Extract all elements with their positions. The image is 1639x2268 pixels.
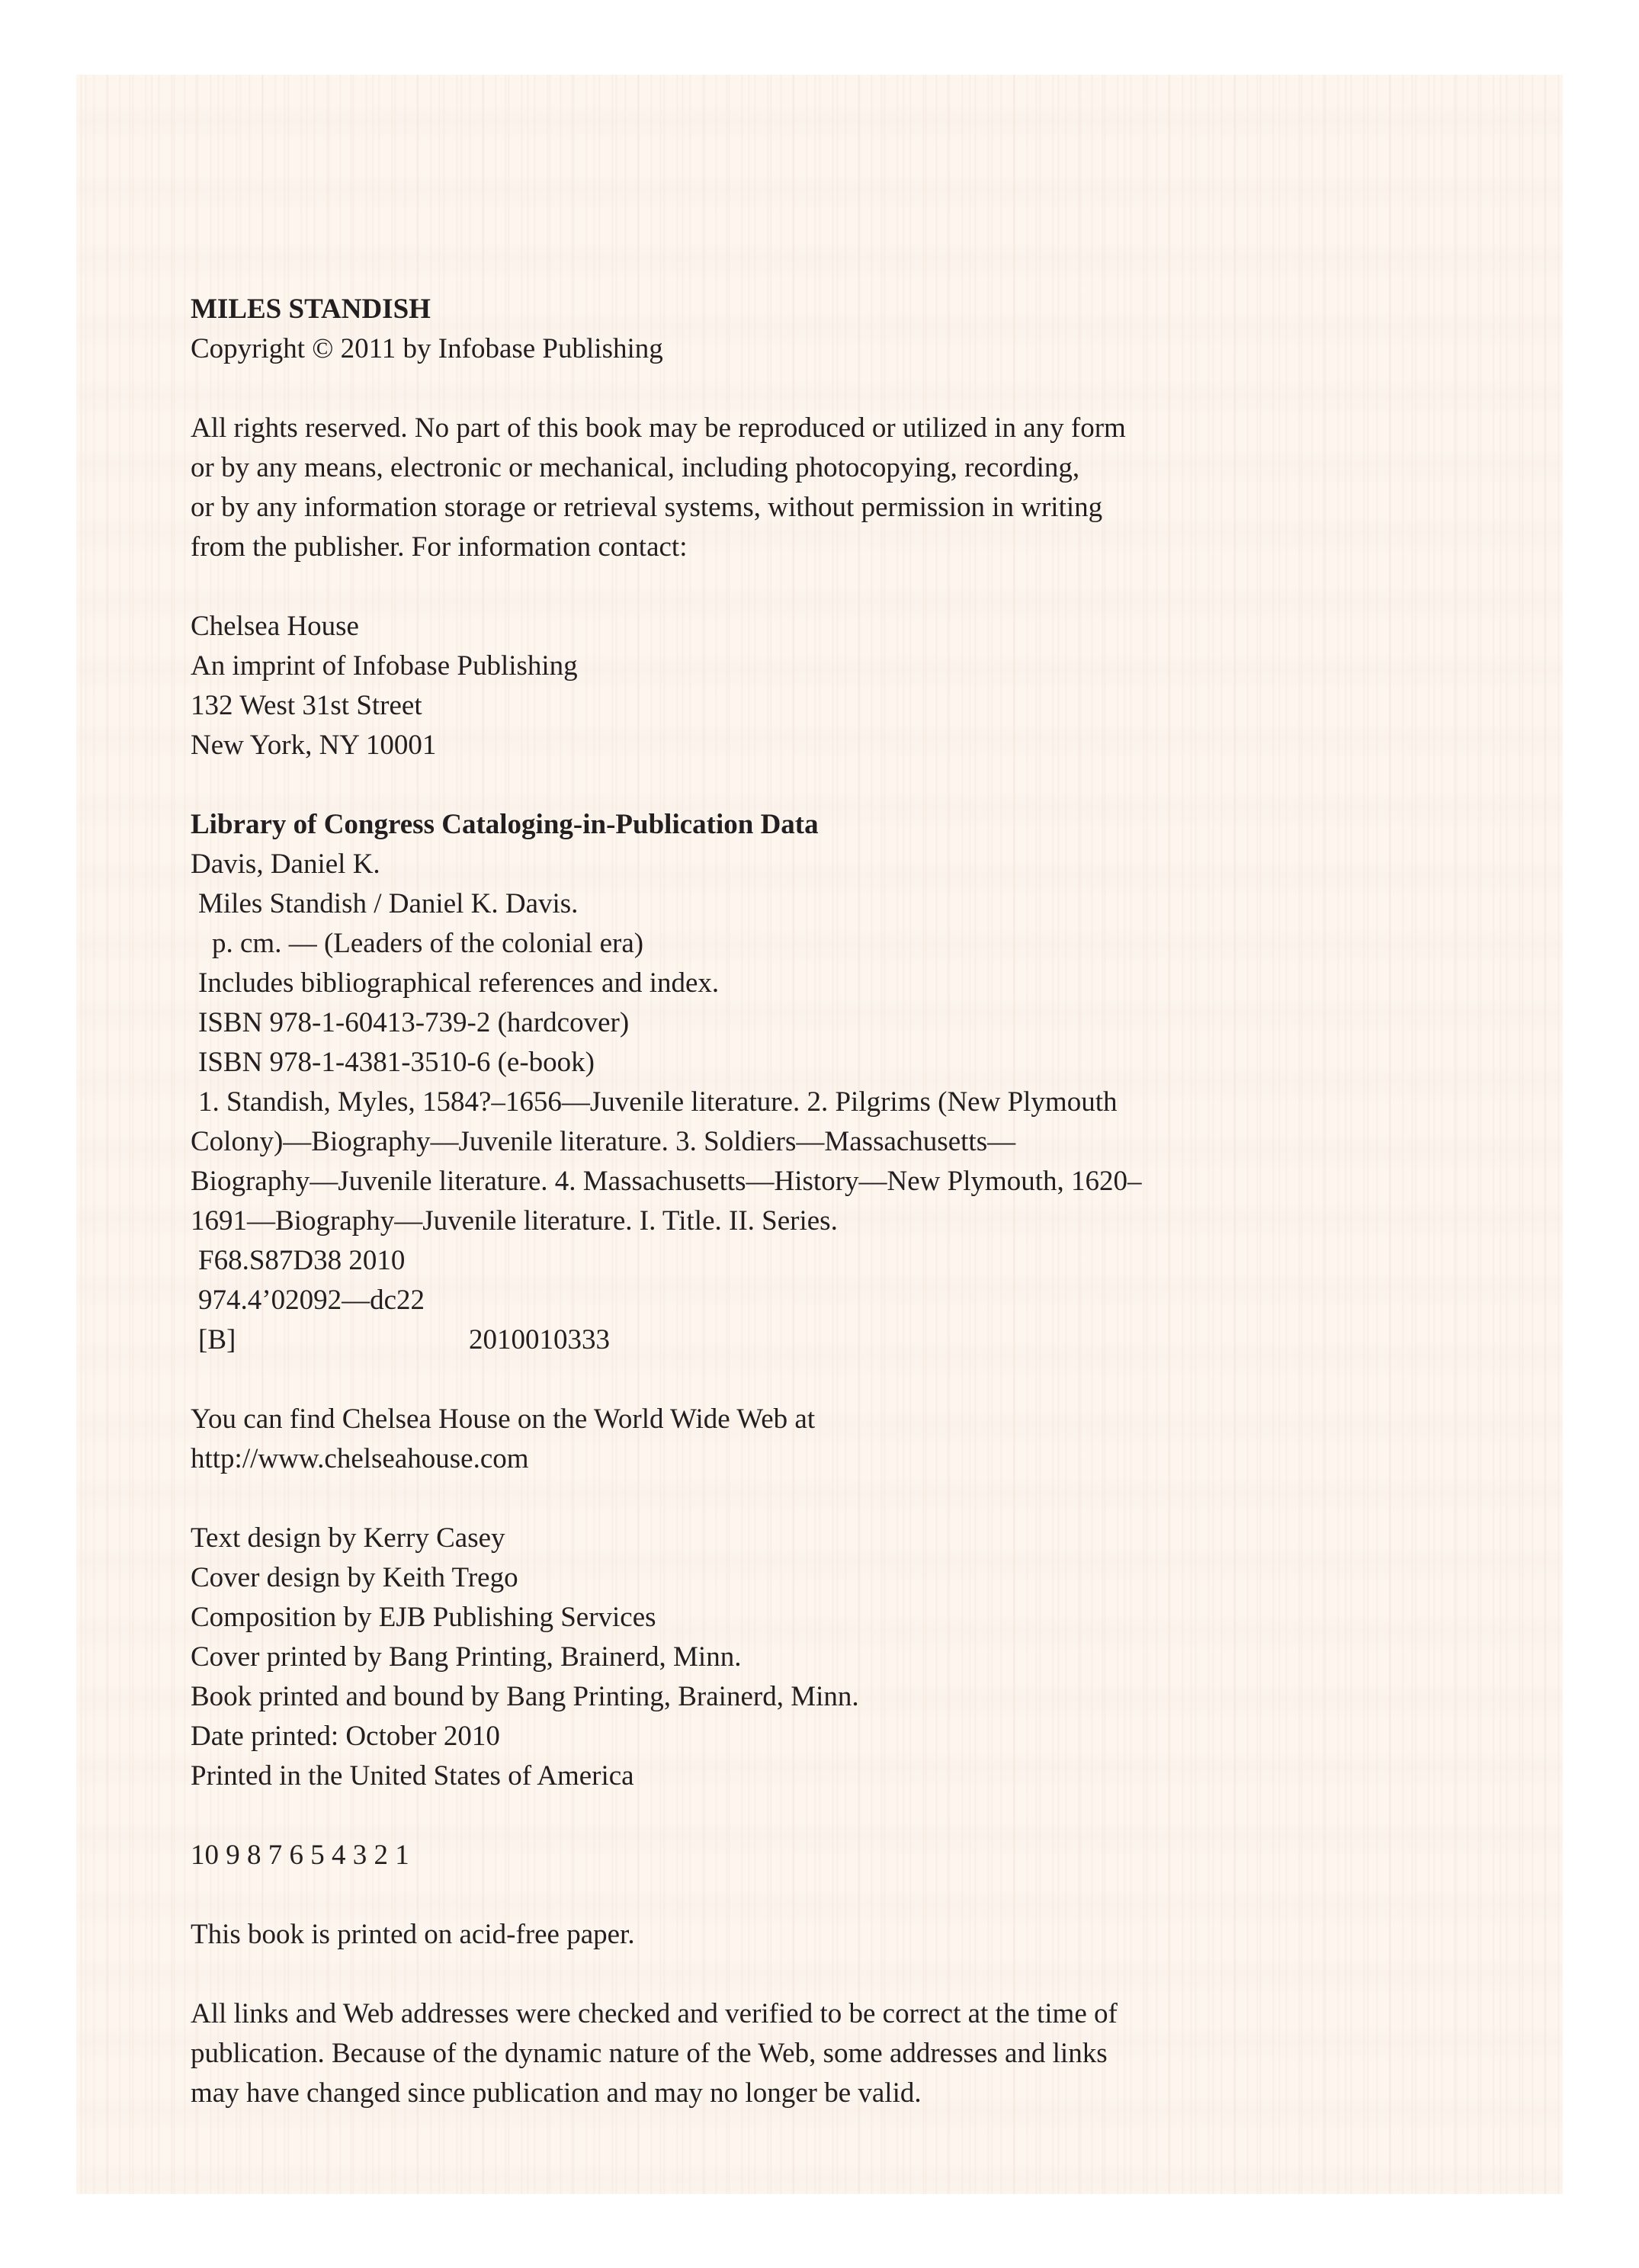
cip-includes: Includes bibliographical references and index. bbox=[198, 967, 720, 999]
copyright-line: Copyright © 2011 by Infobase Publishing bbox=[191, 333, 663, 364]
spacer bbox=[191, 1955, 1502, 1994]
credit-line: Printed in the United States of America bbox=[191, 1760, 634, 1792]
links-line: may have changed since publication and may no longer be valid. bbox=[191, 2077, 922, 2109]
address-line: New York, NY 10001 bbox=[191, 730, 437, 761]
copyright-page bbox=[191, 290, 1502, 2113]
cip-bottom-row bbox=[191, 1320, 1502, 1360]
rights-line: All rights reserved. No part of this book may be reproduced or utilized in any form bbox=[191, 412, 1126, 444]
address-line: Chelsea House bbox=[191, 611, 359, 642]
cip-isbn-hardcover: ISBN 978-1-60413-739-2 (hardcover) bbox=[198, 1007, 630, 1038]
cip-isbn-ebook: ISBN 978-1-4381-3510-6 (e-book) bbox=[198, 1047, 595, 1078]
address-line: 132 West 31st Street bbox=[191, 690, 422, 721]
cip-series: p. cm. — (Leaders of the colonial era) bbox=[212, 928, 644, 959]
spacer bbox=[191, 369, 1502, 409]
cip-block bbox=[191, 805, 1502, 1360]
web-line: You can find Chelsea House on the World Wide Web at bbox=[191, 1403, 816, 1435]
cip-subject-line: Colony)—Biography—Juvenile literature. 3. Soldiers—Massachusetts— bbox=[191, 1126, 1016, 1157]
book-title: MILES STANDISH bbox=[191, 294, 431, 325]
cip-dewey: 974.4’02092—dc22 bbox=[198, 1285, 425, 1316]
spacer bbox=[191, 765, 1502, 805]
publisher-address bbox=[191, 607, 1502, 765]
credit-line: Book printed and bound by Bang Printing, Brainerd, Minn. bbox=[191, 1681, 859, 1712]
cip-bracket: [B] bbox=[198, 1324, 236, 1355]
spacer bbox=[191, 1875, 1502, 1915]
rights-line: or by any information storage or retrieval systems, without permission in writing bbox=[191, 492, 1103, 523]
rights-line: or by any means, electronic or mechanical, including photocopying, recording, bbox=[191, 452, 1080, 483]
spacer bbox=[191, 567, 1502, 607]
credits-block bbox=[191, 1519, 1502, 1796]
credit-line: Date printed: October 2010 bbox=[191, 1721, 500, 1752]
rights-paragraph bbox=[191, 409, 1502, 567]
cip-lccn: 2010010333 bbox=[469, 1324, 610, 1355]
spacer bbox=[191, 1479, 1502, 1519]
spacer bbox=[191, 1796, 1502, 1836]
cip-subject-line: Biography—Juvenile literature. 4. Massachusetts—History—New Plymouth, 1620– bbox=[191, 1166, 1142, 1197]
links-line: All links and Web addresses were checked and verified to be correct at the time of bbox=[191, 1998, 1118, 2029]
credit-line: Composition by EJB Publishing Services bbox=[191, 1602, 656, 1633]
address-line: An imprint of Infobase Publishing bbox=[191, 650, 578, 682]
credit-line: Cover printed by Bang Printing, Brainerd, Minn. bbox=[191, 1641, 742, 1673]
cip-heading: Library of Congress Cataloging-in-Publication Data bbox=[191, 809, 819, 840]
rights-line: from the publisher. For information contact: bbox=[191, 531, 688, 563]
cip-lc-class: F68.S87D38 2010 bbox=[198, 1245, 406, 1276]
credit-line: Text design by Kerry Casey bbox=[191, 1522, 505, 1554]
links-line: publication. Because of the dynamic nature of the Web, some addresses and links bbox=[191, 2038, 1108, 2069]
cip-subject-line: 1691—Biography—Juvenile literature. I. Title. II. Series. bbox=[191, 1205, 838, 1237]
acid-free-notice: This book is printed on acid-free paper. bbox=[191, 1919, 635, 1950]
web-paragraph bbox=[191, 1400, 1502, 1479]
cip-author: Davis, Daniel K. bbox=[191, 848, 380, 880]
cip-title: Miles Standish / Daniel K. Davis. bbox=[198, 888, 579, 919]
cip-subject-line: 1. Standish, Myles, 1584?–1656—Juvenile literature. 2. Pilgrims (New Plymouth bbox=[198, 1086, 1118, 1118]
printing-line: 10 9 8 7 6 5 4 3 2 1 bbox=[191, 1840, 409, 1871]
links-notice bbox=[191, 1994, 1502, 2113]
spacer bbox=[191, 1360, 1502, 1400]
credit-line: Cover design by Keith Trego bbox=[191, 1562, 518, 1593]
web-url: http://www.chelseahouse.com bbox=[191, 1443, 529, 1474]
